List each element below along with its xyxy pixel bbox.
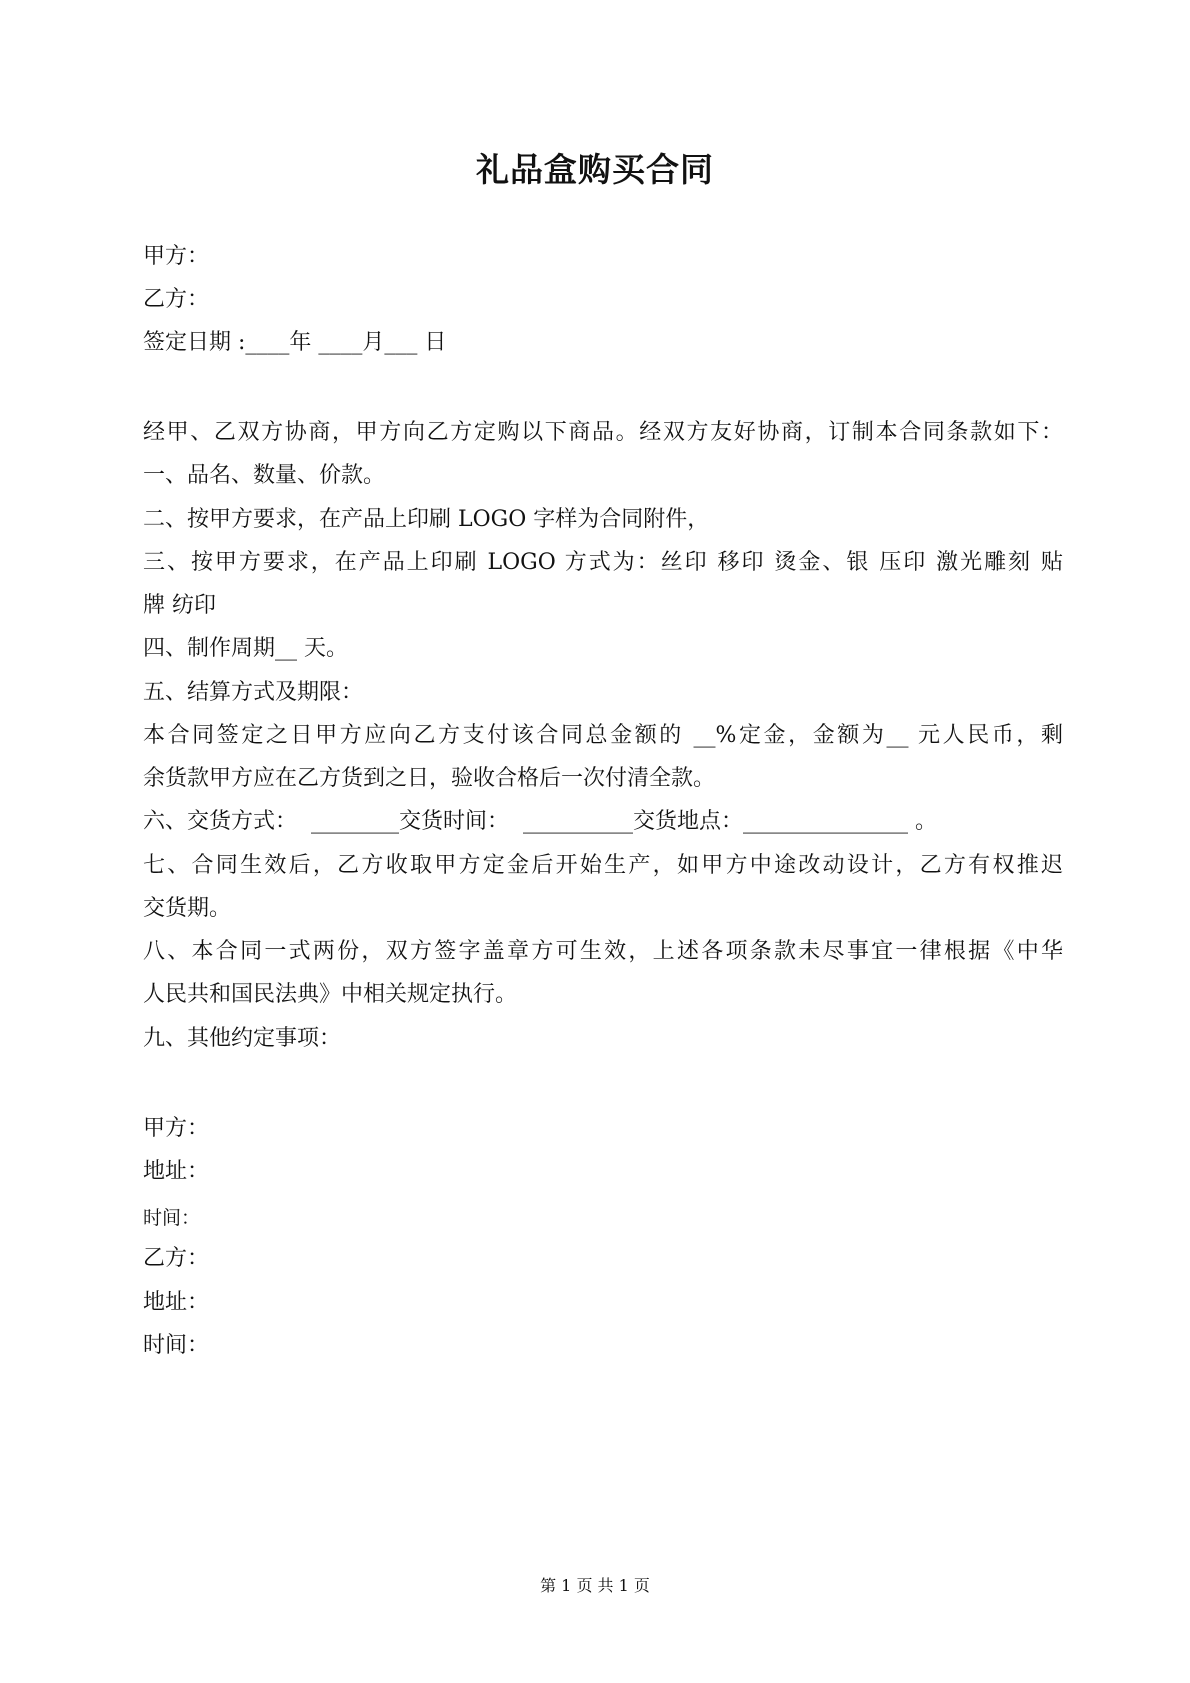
document-title: 礼品盒购买合同 (476, 150, 714, 189)
clause-8-line-2: 人民共和国民法典》中相关规定执行。 (143, 982, 518, 1007)
clause-7-line-2: 交货期。 (143, 896, 232, 921)
signature-party-b: 乙方： (143, 1246, 210, 1271)
clause-5-detail-line-1: 本合同签定之日甲方应向乙方支付该合同总金额的 __%定金，金额为__ 元人民币，剩 (143, 723, 1063, 748)
page-footer: 第 1 页 共 1 页 (540, 1576, 650, 1595)
clause-3-line-2: 牌 纺印 (143, 593, 216, 618)
clause-5: 五、结算方式及期限： (143, 680, 364, 705)
party-b-label: 乙方： (143, 287, 210, 312)
sign-date-line: 签定日期 :____年 ____月___ 日 (143, 330, 447, 355)
clause-6: 六、交货方式： ________交货时间： __________交货地点：_______________ 。 (143, 809, 937, 834)
clause-9: 九、其他约定事项： (143, 1026, 342, 1051)
signature-party-b-time: 时间： (143, 1333, 210, 1358)
party-a-label: 甲方： (143, 244, 210, 269)
signature-party-b-address: 地址： (143, 1290, 210, 1315)
clause-3-line-1: 三、按甲方要求，在产品上印刷 LOGO 方式为：丝印 移印 烫金、银 压印 激光雕刻 贴 (143, 550, 1063, 575)
clause-7-line-1: 七、合同生效后，乙方收取甲方定金后开始生产，如甲方中途改动设计，乙方有权推迟 (143, 853, 1063, 878)
signature-party-a-address: 地址： (143, 1159, 210, 1184)
clause-4: 四、制作周期__ 天。 (143, 636, 348, 661)
clause-5-detail-line-2: 余货款甲方应在乙方货到之日，验收合格后一次付清全款。 (143, 766, 716, 791)
intro-paragraph: 经甲、乙双方协商，甲方向乙方定购以下商品。经双方友好协商，订制本合同条款如下： (143, 420, 1063, 445)
signature-party-a: 甲方： (143, 1116, 210, 1141)
clause-8-line-1: 八、本合同一式两份，双方签字盖章方可生效，上述各项条款未尽事宜一律根据《中华 (143, 939, 1063, 964)
signature-party-a-time: 时间： (143, 1207, 201, 1229)
clause-2: 二、按甲方要求，在产品上印刷 LOGO 字样为合同附件， (143, 507, 710, 532)
clause-1: 一、品名、数量、价款。 (143, 463, 386, 488)
